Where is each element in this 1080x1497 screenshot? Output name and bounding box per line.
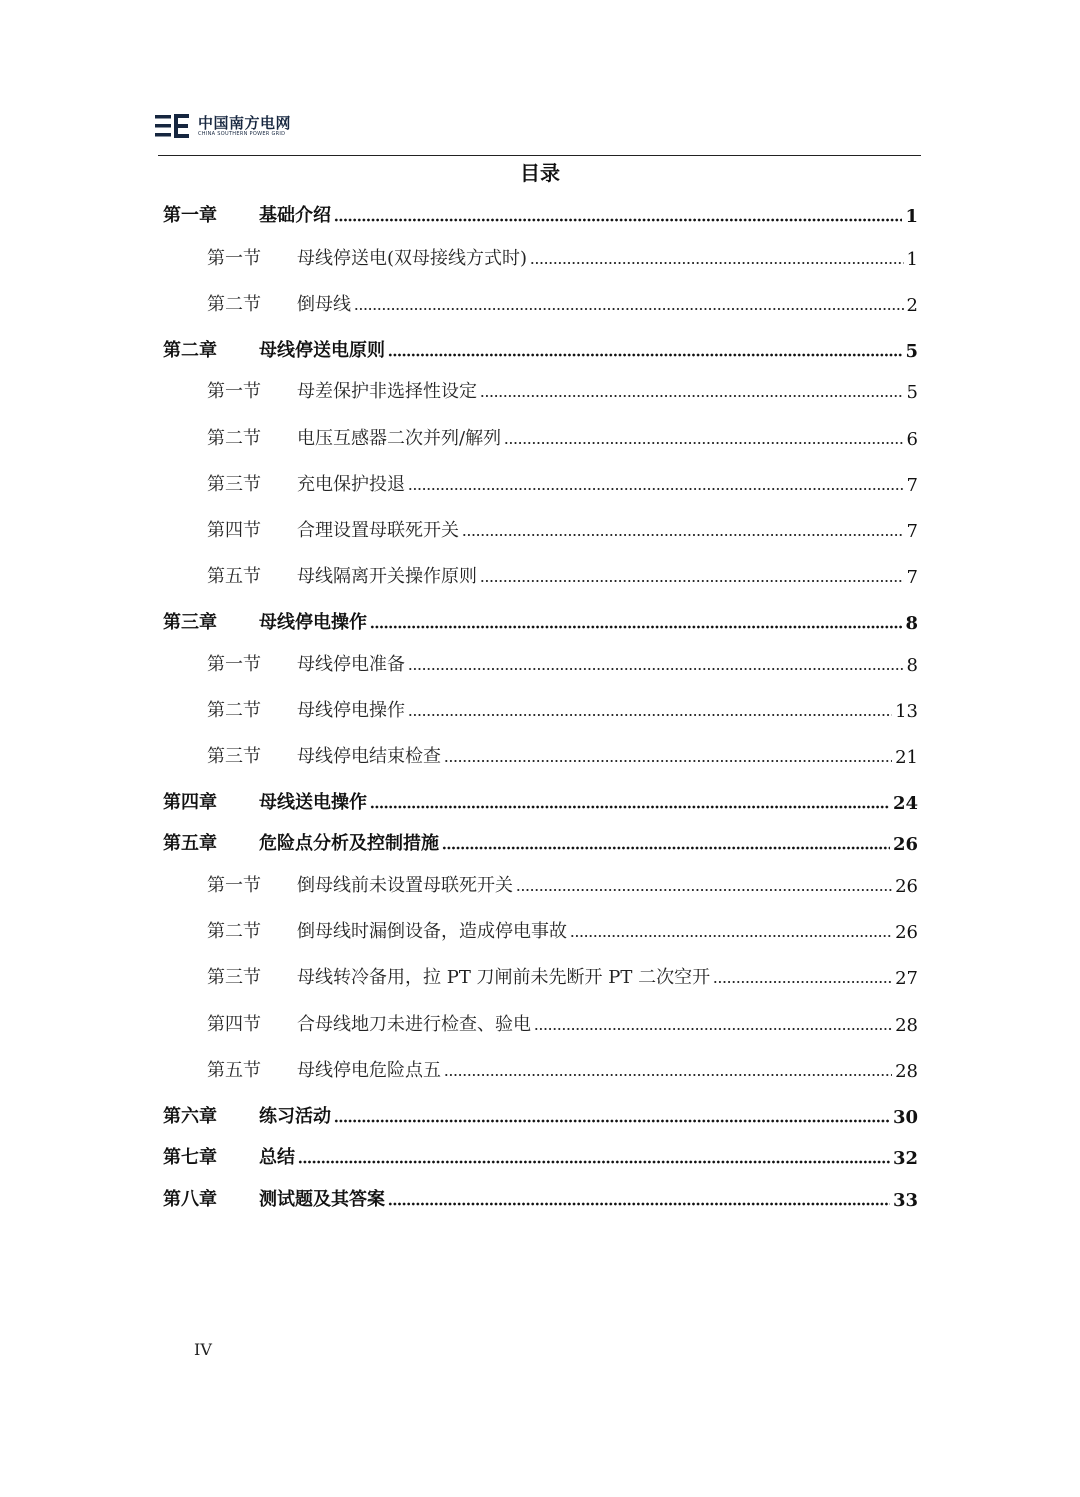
toc-entry-page: 28 — [895, 1015, 918, 1036]
toc-entry-number: 第一节 — [207, 248, 261, 269]
toc-entry-title: 母线停送电(双母接线方式时) — [297, 248, 528, 269]
toc-chapter-entry[interactable] — [163, 1139, 918, 1169]
toc-entry-page: 7 — [906, 567, 918, 588]
toc-section-entry[interactable] — [207, 959, 918, 989]
toc-entry-title: 电压互感器二次并列/解列 — [297, 428, 502, 449]
logo-english-name: CHINA SOUTHERN POWER GRID — [198, 131, 286, 137]
toc-entry-number: 第八章 — [163, 1189, 217, 1210]
toc-dot-leader — [388, 352, 902, 358]
toc-entry-page: 26 — [892, 834, 918, 855]
toc-entry-page: 1 — [906, 249, 918, 270]
toc-entry-title: 母线停电操作 — [259, 612, 367, 633]
toc-dot-leader — [334, 217, 902, 223]
toc-dot-leader — [480, 393, 904, 399]
toc-entry-number: 第一节 — [207, 654, 261, 675]
toc-entry-number: 第二节 — [207, 428, 261, 449]
toc-entry-number: 第四章 — [163, 792, 217, 813]
toc-entry-number: 第二节 — [207, 294, 261, 315]
toc-title: 目录 — [520, 161, 560, 185]
toc-entry-page: 30 — [892, 1107, 918, 1128]
toc-chapter-entry[interactable] — [163, 1098, 918, 1128]
page-number: IV — [194, 1340, 212, 1359]
toc-section-entry[interactable] — [207, 512, 918, 542]
toc-dot-leader — [334, 1118, 890, 1124]
toc-dot-leader — [370, 624, 902, 630]
toc-dot-leader — [480, 578, 904, 584]
toc-entry-title: 练习活动 — [259, 1106, 331, 1127]
toc-entry-page: 32 — [892, 1148, 918, 1169]
toc-entry-page: 24 — [892, 793, 918, 814]
toc-entry-title: 母线转冷备用，拉 PT 刀闸前未先断开 PT 二次空开 — [297, 967, 711, 988]
toc-entry-number: 第三节 — [207, 474, 261, 495]
toc-dot-leader — [370, 804, 890, 810]
toc-entry-title: 倒母线 — [297, 294, 351, 315]
toc-dot-leader — [408, 486, 904, 492]
toc-dot-leader — [444, 1072, 892, 1078]
toc-entry-title: 充电保护投退 — [297, 474, 405, 495]
toc-chapter-entry[interactable] — [163, 197, 918, 227]
toc-entry-number: 第三章 — [163, 612, 217, 633]
toc-section-entry[interactable] — [207, 373, 918, 403]
toc-dot-leader — [442, 845, 890, 851]
toc-section-entry[interactable] — [207, 867, 918, 897]
toc-dot-leader — [408, 712, 892, 718]
toc-entry-page: 28 — [895, 1061, 918, 1082]
toc-section-entry[interactable] — [207, 240, 918, 270]
toc-entry-title: 危险点分析及控制措施 — [259, 833, 439, 854]
toc-entry-title: 合母线地刀未进行检查、验电 — [297, 1014, 531, 1035]
toc-section-entry[interactable] — [207, 913, 918, 943]
toc-dot-leader — [534, 1026, 892, 1032]
toc-chapter-entry[interactable] — [163, 1181, 918, 1211]
company-logo — [155, 110, 325, 142]
toc-dot-leader — [298, 1159, 890, 1165]
toc-section-entry[interactable] — [207, 1006, 918, 1036]
toc-chapter-entry[interactable] — [163, 825, 918, 855]
toc-entry-page: 7 — [906, 475, 918, 496]
toc-entry-number: 第四节 — [207, 520, 261, 541]
toc-entry-page: 13 — [895, 701, 918, 722]
toc-section-entry[interactable] — [207, 1052, 918, 1082]
toc-section-entry[interactable] — [207, 286, 918, 316]
toc-entry-number: 第三节 — [207, 746, 261, 767]
toc-entry-number: 第七章 — [163, 1147, 217, 1168]
toc-dot-leader — [444, 758, 892, 764]
toc-section-entry[interactable] — [207, 466, 918, 496]
toc-chapter-entry[interactable] — [163, 332, 918, 362]
toc-entry-title: 母线停电结束检查 — [297, 746, 441, 767]
toc-section-entry[interactable] — [207, 692, 918, 722]
toc-entry-number: 第一节 — [207, 381, 261, 402]
toc-entry-title: 母线停电危险点五 — [297, 1060, 441, 1081]
toc-entry-number: 第五节 — [207, 566, 261, 587]
toc-dot-leader — [504, 440, 903, 446]
toc-entry-page: 21 — [895, 747, 918, 768]
toc-dot-leader — [516, 887, 892, 893]
toc-entry-title: 测试题及其答案 — [259, 1189, 385, 1210]
toc-entry-title: 母线停送电原则 — [259, 340, 385, 361]
toc-entry-title: 合理设置母联死开关 — [297, 520, 459, 541]
toc-dot-leader — [713, 979, 892, 985]
toc-entry-number: 第六章 — [163, 1106, 217, 1127]
toc-entry-number: 第二节 — [207, 700, 261, 721]
toc-entry-page: 2 — [906, 295, 918, 316]
toc-entry-page: 26 — [895, 876, 918, 897]
logo-chinese-name: 中国南方电网 — [198, 114, 292, 132]
toc-entry-title: 倒母线时漏倒设备，造成停电事故 — [297, 921, 567, 942]
toc-entry-number: 第五节 — [207, 1060, 261, 1081]
toc-chapter-entry[interactable] — [163, 784, 918, 814]
toc-dot-leader — [408, 666, 904, 672]
toc-entry-title: 母线停电操作 — [297, 700, 405, 721]
toc-entry-page: 5 — [905, 341, 918, 362]
header-rule — [158, 155, 921, 156]
toc-entry-page: 27 — [895, 968, 918, 989]
toc-section-entry[interactable] — [207, 420, 918, 450]
toc-dot-leader — [354, 306, 904, 312]
toc-entry-title: 倒母线前未设置母联死开关 — [297, 875, 513, 896]
toc-section-entry[interactable] — [207, 558, 918, 588]
toc-entry-page: 6 — [906, 429, 918, 450]
toc-entry-title: 母线送电操作 — [259, 792, 367, 813]
toc-entry-page: 7 — [906, 521, 918, 542]
toc-entry-title: 母差保护非选择性设定 — [297, 381, 477, 402]
toc-entry-number: 第四节 — [207, 1014, 261, 1035]
toc-entry-number: 第一章 — [163, 205, 217, 226]
toc-section-entry[interactable] — [207, 738, 918, 768]
toc-entry-page: 8 — [905, 613, 918, 634]
toc-entry-number: 第一节 — [207, 875, 261, 896]
toc-entry-page: 26 — [895, 922, 918, 943]
toc-entry-number: 第二章 — [163, 340, 217, 361]
toc-entry-page: 5 — [906, 382, 918, 403]
toc-entry-title: 总结 — [259, 1147, 295, 1168]
toc-entry-page: 1 — [905, 206, 918, 227]
toc-entry-number: 第三节 — [207, 967, 261, 988]
toc-entry-number: 第五章 — [163, 833, 217, 854]
toc-entry-title: 母线隔离开关操作原则 — [297, 566, 477, 587]
power-grid-logo-icon — [155, 112, 191, 140]
toc-dot-leader — [530, 260, 904, 266]
toc-dot-leader — [388, 1201, 890, 1207]
toc-dot-leader — [570, 933, 892, 939]
toc-section-entry[interactable] — [207, 646, 918, 676]
toc-entry-page: 8 — [906, 655, 918, 676]
toc-entry-number: 第二节 — [207, 921, 261, 942]
toc-entry-title: 基础介绍 — [259, 205, 331, 226]
toc-dot-leader — [462, 532, 904, 538]
toc-chapter-entry[interactable] — [163, 604, 918, 634]
toc-entry-page: 33 — [892, 1190, 918, 1211]
toc-entry-title: 母线停电准备 — [297, 654, 405, 675]
